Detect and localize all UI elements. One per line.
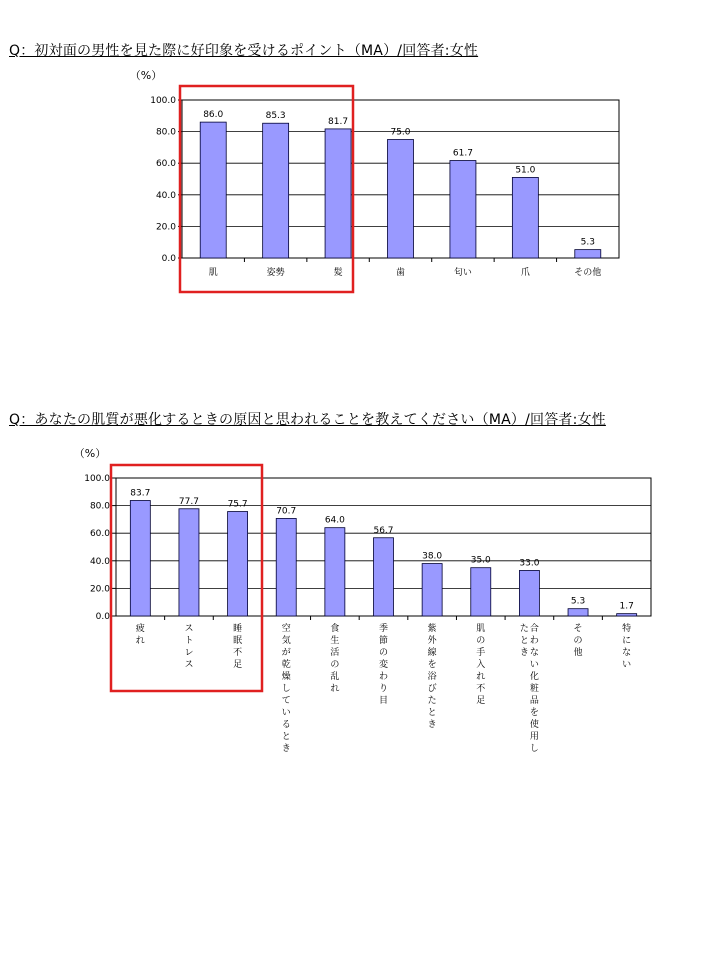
chart1-data-label: 61.7 <box>452 148 473 159</box>
chart2-category-char: 活 <box>330 648 340 658</box>
chart2-category-char: を <box>529 708 539 718</box>
chart2-bar <box>519 570 539 616</box>
chart2-category-label <box>379 622 388 706</box>
chart1-bar <box>388 140 414 259</box>
chart2-data-label: 75.7 <box>227 499 248 510</box>
chart2-category-char: 用 <box>529 732 539 742</box>
chart2-category-char: 燥 <box>281 672 291 682</box>
chart2-bar <box>374 538 394 616</box>
chart2-category-char: れ <box>135 636 145 646</box>
chart2-category-char: の <box>476 636 486 646</box>
chart2-category-char: き <box>427 720 437 730</box>
chart2-data-label: 83.7 <box>130 488 151 499</box>
chart2-category-char: 特 <box>622 624 632 634</box>
chart2-category-label <box>476 623 485 706</box>
chart2-category-char: 紫 <box>427 624 437 634</box>
chart2-category-char: 眠 <box>233 636 243 646</box>
chart1-y-tick-label: 100.0 <box>150 96 176 106</box>
chart2-category-char: 節 <box>378 636 389 646</box>
chart2-data-label: 1.7 <box>619 601 634 612</box>
chart2-category-char: 他 <box>573 648 583 658</box>
chart2-category-char: 気 <box>281 636 291 646</box>
chart2-category-char: 不 <box>476 684 486 694</box>
chart2-data-label: 56.7 <box>373 525 394 536</box>
chart2-bar <box>471 568 491 616</box>
chart2-category-label <box>282 622 291 754</box>
chart2-data-label: 70.7 <box>276 506 297 517</box>
chart2-category-char: 入 <box>476 660 486 670</box>
chart2-category-char: の <box>330 660 340 670</box>
chart1-y-tick-label: 80.0 <box>155 127 176 138</box>
chart1-data-label: 51.0 <box>515 165 536 176</box>
chart2-y-tick-label: 80.0 <box>89 501 110 512</box>
chart2-bar <box>228 512 248 616</box>
chart1-bar <box>450 161 476 258</box>
chart2-bar <box>130 500 150 616</box>
chart2-category-char: 合 <box>529 624 539 634</box>
chart2-category-char: れ <box>476 672 486 682</box>
chart2-category-char: 品 <box>529 696 539 706</box>
chart2-category-char: り <box>378 684 389 694</box>
chart2-category-char: 粧 <box>529 684 539 694</box>
chart1-bar <box>200 122 226 258</box>
chart2-category-char: 目 <box>378 696 389 706</box>
chart2-unit-label: （%） <box>73 447 107 460</box>
chart2-category-char: い <box>622 660 632 670</box>
chart2-category-char: ト <box>184 636 194 646</box>
chart2-category-char: 足 <box>476 696 486 706</box>
chart2-bar <box>568 609 588 616</box>
chart1-y-tick-label: 40.0 <box>155 190 176 201</box>
chart1-category-label: 匂い <box>453 268 472 278</box>
chart2-bar <box>325 528 345 616</box>
chart1-bar <box>263 123 289 258</box>
chart1-category-label: 歯 <box>395 268 406 278</box>
chart2-category-char: の <box>378 648 389 658</box>
chart2-category-label <box>330 622 339 694</box>
chart2-bar <box>422 564 442 616</box>
chart2-category-char: を <box>427 660 437 670</box>
chart2-category-char: 足 <box>233 660 243 670</box>
chart2-bar <box>179 509 199 616</box>
chart2-data-label: 64.0 <box>324 515 345 526</box>
chart2-category-char: の <box>573 636 583 646</box>
chart1-question-title: Q：初対面の男性を見た際に好印象を受けるポイント（MA）/回答者:女性 <box>9 43 479 59</box>
chart2-category-char: そ <box>573 624 583 634</box>
chart2-category-char: い <box>281 708 291 718</box>
chart2-category-char: き <box>519 648 529 658</box>
chart2-category-char: 食 <box>330 624 340 634</box>
chart2-category-char: 季 <box>378 624 389 634</box>
chart2-y-tick-label: 40.0 <box>89 556 110 567</box>
chart2-y-tick-label: 60.0 <box>89 529 110 540</box>
chart1-data-label: 81.7 <box>328 116 349 127</box>
chart1-category-label: 爪 <box>520 268 530 278</box>
chart2-category-label <box>233 622 242 670</box>
chart2-data-label: 77.7 <box>178 496 199 507</box>
chart2-category-char: ス <box>184 624 194 634</box>
chart2-category-char: と <box>427 708 437 718</box>
chart2-category-char: 外 <box>427 636 437 646</box>
chart2-category-char: る <box>281 720 291 730</box>
chart2-category-label <box>520 622 539 754</box>
chart2-bar <box>617 614 637 616</box>
chart2-category-char: 乱 <box>330 672 340 682</box>
chart2-category-char: た <box>519 624 529 634</box>
chart2-category-char: 浴 <box>427 672 437 682</box>
chart2-category-char: し <box>281 684 291 694</box>
chart1-category-label: 肌 <box>208 268 218 278</box>
chart2-category-char: い <box>529 660 539 670</box>
chart2-category-char: 生 <box>330 636 340 646</box>
chart1-y-tick-label: 60.0 <box>155 159 176 170</box>
chart2-category-char: び <box>427 684 437 694</box>
chart1-data-label: 5.3 <box>580 237 595 248</box>
chart2-y-tick-label: 0.0 <box>95 612 110 622</box>
chart2-category-char: 睡 <box>233 624 243 634</box>
chart1-y-tick-label: 20.0 <box>155 222 176 233</box>
chart2-category-label <box>574 623 583 658</box>
chart1-data-label: 75.0 <box>390 127 411 138</box>
chart2-category-char: と <box>281 732 291 742</box>
chart2-category-char: に <box>622 636 632 646</box>
chart2-category-char: 空 <box>281 624 291 634</box>
chart2-bar <box>276 518 296 616</box>
chart2-category-char: わ <box>529 636 539 646</box>
chart2-category-char: 化 <box>529 672 539 682</box>
chart2-category-char: と <box>519 636 529 646</box>
chart1-data-label: 86.0 <box>203 110 224 121</box>
chart2-category-label <box>622 622 631 670</box>
chart2-category-char: れ <box>330 684 340 694</box>
chart2-data-label: 38.0 <box>422 551 443 562</box>
chart2-category-char: 変 <box>378 660 389 670</box>
chart2-category-char: 手 <box>476 648 486 658</box>
chart1-category-label: 姿勢 <box>266 268 285 278</box>
chart2-category-char: し <box>529 744 539 754</box>
chart2-category-char: わ <box>378 672 389 682</box>
chart2-category-char: な <box>622 648 632 658</box>
chart2-question-title: Q：あなたの肌質が悪化するときの原因と思われることを教えてください（MA）/回答者:女性 <box>9 412 606 428</box>
chart2-category-char: 疲 <box>135 624 145 634</box>
chart2-category-char: ス <box>184 660 194 670</box>
chart2-category-label <box>428 622 438 730</box>
chart2-data-label: 33.0 <box>519 558 540 569</box>
chart2-category-char: き <box>281 744 291 754</box>
chart1-category-label: その他 <box>574 268 602 278</box>
chart1-unit-label: （%） <box>129 69 163 82</box>
chart1-bar <box>575 250 601 258</box>
chart1-y-tick-label: 0.0 <box>161 254 176 264</box>
chart2-category-char: 使 <box>529 720 539 730</box>
chart2-category-char: 乾 <box>281 660 291 670</box>
chart2-category-char: 不 <box>233 648 243 658</box>
chart2-category-char: 肌 <box>476 624 486 634</box>
chart2-data-label: 35.0 <box>470 555 491 566</box>
chart2-category-char: て <box>281 696 291 706</box>
chart1-bar <box>325 129 351 258</box>
chart2-data-label: 5.3 <box>570 596 586 607</box>
chart2-category-char: た <box>427 696 437 706</box>
chart1-category-label: 髪 <box>333 268 343 278</box>
chart2-category-char: 線 <box>427 648 437 658</box>
chart2-category-char: が <box>281 648 291 658</box>
chart2-category-char: レ <box>184 648 194 658</box>
chart1-bar <box>512 177 538 258</box>
chart2-category-char: な <box>529 648 539 658</box>
chart2-y-tick-label: 100.0 <box>84 474 110 484</box>
chart2-category-label <box>184 624 193 670</box>
chart1-data-label: 85.3 <box>265 111 286 122</box>
chart2-y-tick-label: 20.0 <box>89 584 110 595</box>
chart2-category-label <box>136 622 145 646</box>
